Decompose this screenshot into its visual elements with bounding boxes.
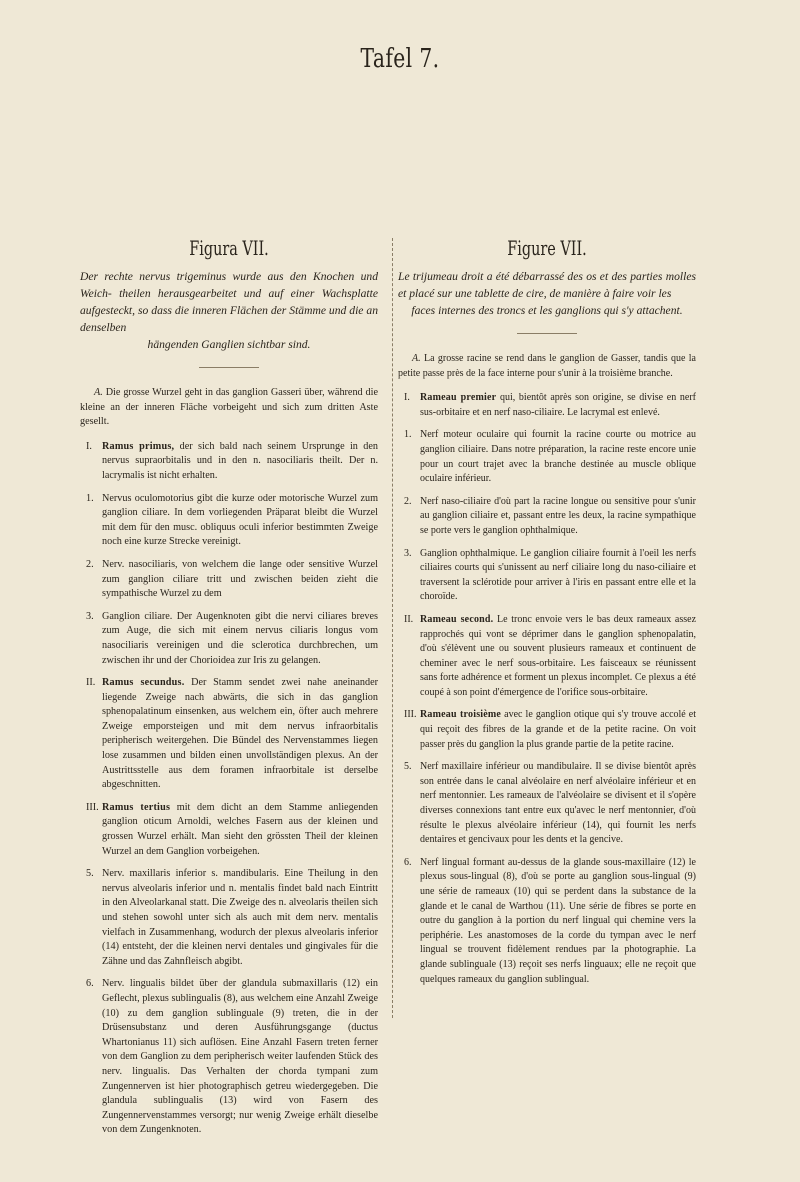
french-entry-6 — [398, 856, 696, 987]
entry-heading: Rameau premier — [420, 392, 497, 404]
entry-label: 2. — [404, 495, 412, 507]
entry-label: III. — [86, 801, 99, 813]
german-entry-6 — [80, 977, 378, 1138]
entry-text: Nerf moteur oculaire qui fournit la racine courte ou motrice au ganglion ciliaire. Dans notre préparation, la racine reste encore unie pour un court trajet avec la branche destinée au muscle oblique oculaire inférieur. — [420, 429, 696, 485]
german-entry-3 — [80, 610, 378, 668]
entry-text: Die grosse Wurzel geht in das ganglion Gasseri über, während die kleine an der inneren Fläche vorbeigeht und sich zum dritten Aste gesellt. — [80, 387, 378, 428]
entry-label: 2. — [86, 558, 94, 570]
entry-text: Nerv. lingualis bildet über der glandula submaxillaris (12) ein Geflecht, plexus sublingualis (8), aus welchem eine Anzahl Zweige (10) zu dem ganglion sublinguale (9) treten, die in der Drüsensubstanz und deren Ausführungsgange (ductus Whartonianus 11) sich auflösen. Eine Anzahl Fasern treten ferner von dem Ganglion zu dem peripherisch weiter laufenden Stück des nerv. lingualis. Das Verhalten der chorda tympani zum Zungennerven ist hier photographisch getreu wiedergegeben. Die glandula sublingualis (13) wird von Fasern des Zungennervenstammes versorgt; nur wenig Zweige erhält dieselbe von dem Zungenknoten. — [102, 978, 378, 1136]
entry-heading: Ramus tertius — [102, 801, 171, 813]
german-intro — [80, 268, 378, 353]
french-figure-title: Figure VII. — [507, 236, 587, 260]
entry-label: I. — [404, 392, 410, 404]
entry-label: 5. — [404, 761, 412, 773]
french-entry-1 — [398, 428, 696, 486]
german-intro-main: Der rechte nervus trigeminus wurde aus den Knochen und Weich- theilen herausgearbeitet und auf einer Wachsplatte aufgesteckt, so dass die inneren Flächen der Stämme und die an denselben — [80, 270, 378, 334]
entry-label: II. — [404, 613, 414, 625]
german-entry-2 — [80, 558, 378, 602]
entry-label: 3. — [86, 610, 94, 622]
entry-text: Nerv. nasociliaris, von welchem die lange oder sensitive Wurzel zum ganglion ciliare tritt und zwischen beiden zieht die sympathische Wurzel zu dem — [102, 558, 378, 600]
entry-text: Nerf maxillaire inférieur ou mandibulaire. Il se divise bientôt après son entrée dans le canal alvéolaire en nerf alvéolaire inférieur et en nerf mentonnier. Les rameaux de l'alvéolaire se divisent et il s'opère diverses connexions tant entre eux qu'avec le nerf mentonnier, d'où résulte le plexus alvéolaire inférieur (14), qui fournit les nerfs dentaires et gencivaux pour les dents et la gencive. — [420, 761, 696, 846]
german-entry-ii — [80, 676, 378, 793]
entry-label: A. — [94, 387, 103, 398]
entry-label: 3. — [404, 547, 412, 559]
french-entry-a — [398, 352, 696, 381]
entry-label: 6. — [404, 856, 412, 868]
entry-label: 1. — [86, 492, 94, 504]
entry-text: Nerf lingual formant au-dessus de la glande sous-maxillaire (12) le plexus sous-lingual (8), d'où se porte au ganglion sous-lingual (9) une série de rameaux (10) qui se perdent dans la substance de la glande et le canal de Warthou (11). Une série de fibres se porte en outre du ganglion à la portion du nerf lingual qui chemine vers la periphérie. Les anastomoses de la corde du tympan avec le nerf lingual se trouvent fidèlement rendues par la photographie. La glande sublinguale (13) reçoit ses nerfs linguaux; elle ne reçoit que quelques rameaux du ganglion sublingual. — [420, 856, 696, 985]
entry-text: Nerf naso-ciliaire d'où part la racine longue ou sensitive pour s'unir au ganglion ciliaire et, passant entre les deux, la racine sympathique se porte vers le ganglion ophthalmique. — [420, 495, 696, 536]
german-entry-a — [80, 386, 378, 430]
entry-heading: Rameau troisième — [420, 709, 502, 721]
german-entry-i — [80, 440, 378, 484]
entry-text: der sich bald nach seinem Ursprunge in den nervus supraorbitalis und in den n. nasociliaris theilt. Der n. lacrymalis ist nicht erhalten. — [102, 440, 378, 481]
entry-text: Ganglion ophthalmique. Le ganglion ciliaire fournit à l'oeil les nerfs ciliaires courts qui s'unissent au nerf ciliaire long du naso-ciliaire et traversent la sclérotide pour arriver à l'iris en passant entre elle et la choroïde. — [420, 547, 696, 603]
entry-text: Der Stamm sendet zwei nahe aneinander liegende Zweige nach abwärts, die sich in das ganglion sphenopalatinum einsenken, aus welchem ein, öfter auch mehrere Zweige emporsteigen und mit dem nervus infraorbitalis peripherisch weitergehen. Die Bündel des Nervenstammes liegen lose zusammen und bilden einen unvollständigen plexus. An der Austrittsstelle aus dem foramen infraorbitale ist derselbe abgeschnitten. — [102, 677, 378, 791]
german-entry-5 — [80, 867, 378, 969]
german-entry-iii — [80, 801, 378, 859]
entry-label: 5. — [86, 868, 94, 880]
german-column — [80, 236, 378, 1146]
german-figure-title: Figura VII. — [189, 236, 269, 260]
french-intro-main: Le trijumeau droit a été débarrassé des os et des parties molles et placé sur une tablette de cire, de manière à faire voir les — [398, 270, 696, 300]
french-entry-ii — [398, 613, 696, 701]
entry-text: Nerv. maxillaris inferior s. mandibularis. Eine Theilung in den nervus alveolaris inferior und n. mentalis findet bald nach Eintritt in den Alveolarkanal statt. Die Zweige des n. alveolaris theilen sich und stehen sowohl unter sich als auch mit dem nerv. mentalis vielfach in Zusammenhang, wodurch der plexus alveolaris inferior (14) entsteht, der die kleinen nervi dentales und gingivales für die Zähne und das Zahnfleisch abgibt. — [102, 868, 378, 967]
plate-title: Tafel 7. — [360, 44, 440, 74]
entry-text: Ganglion ciliare. Der Augenknoten gibt die nervi ciliares breves zum Auge, die sich mit einem nervus ciliaris longus vom nasociliaris vereinigen und die sclerotica durchbrechen, um zwischen ihr und der Chorioidea zur Iris zu gelangen. — [102, 610, 378, 666]
entry-heading: Ramus primus, — [102, 440, 175, 452]
entry-label: A. — [412, 353, 421, 364]
entry-heading: Rameau second. — [420, 613, 494, 625]
french-entry-5 — [398, 760, 696, 848]
french-intro-last: faces internes des troncs et les ganglions qui s'y attachent. — [411, 304, 683, 317]
french-entry-2 — [398, 495, 696, 539]
german-intro-last: hängenden Ganglien sichtbar sind. — [147, 338, 311, 351]
entry-text: Le tronc envoie vers le bas deux rameaux assez rapprochés qui vont se déprimer dans le ganglion sphenopalatin, d'où s'élèvent une ou souvent plusieurs rameaux et continuent de cheminer avec le nerf sous-orbitaire. Les faisceaux se réunissent sans forte adhérence et forment un plexus incomplet. Ce plexus a été coupé à son point d'émergence de l'orifice sous-orbitaire. — [420, 613, 697, 698]
entry-label: III. — [404, 709, 417, 721]
french-entry-i — [398, 391, 696, 420]
german-rule — [199, 367, 259, 368]
entry-heading: Ramus secundus. — [102, 677, 185, 689]
entry-text: qui, bientôt après son origine, se divise en nerf sus-orbitaire et en nerf naso-ciliaire. Le lacrymal est enlevé. — [420, 392, 697, 418]
french-intro — [398, 268, 696, 319]
entry-text: mit dem dicht an dem Stamme anliegenden ganglion oticum Arnoldi, welches Fasern aus der kleinen und grossen Wurzel erhält. Man sieht den grössten Theil der kleinen Wurzel an dem Ganglion vorbeigehen. — [102, 801, 379, 857]
entry-label: II. — [86, 677, 96, 689]
entry-label: 6. — [86, 978, 94, 990]
entry-label: 1. — [404, 429, 412, 441]
column-divider — [392, 238, 393, 1018]
german-entry-1 — [80, 492, 378, 550]
french-rule — [517, 333, 577, 334]
entry-text: Nervus oculomotorius gibt die kurze oder motorische Wurzel zum ganglion ciliare. In dem vorliegenden Präparat bleibt die Wurzel mit dem für den musc. obliquus oculi inferior bestimmten Zweige noch eine kurze Strecke vereinigt. — [102, 492, 378, 548]
french-entry-iii — [398, 708, 696, 752]
entry-label: I. — [86, 440, 92, 452]
french-entry-3 — [398, 547, 696, 605]
entry-text: avec le ganglion otique qui s'y trouve accolé et qui reçoit des fibres de la grande et de la petite racine. On voit passer près du ganglion la plus grande partie de la petite racine. — [420, 709, 697, 750]
french-column — [398, 236, 696, 995]
entry-text: La grosse racine se rend dans le ganglion de Gasser, tandis que la petite passe près de la face interne pour s'unir à la troisième branche. — [398, 353, 696, 379]
